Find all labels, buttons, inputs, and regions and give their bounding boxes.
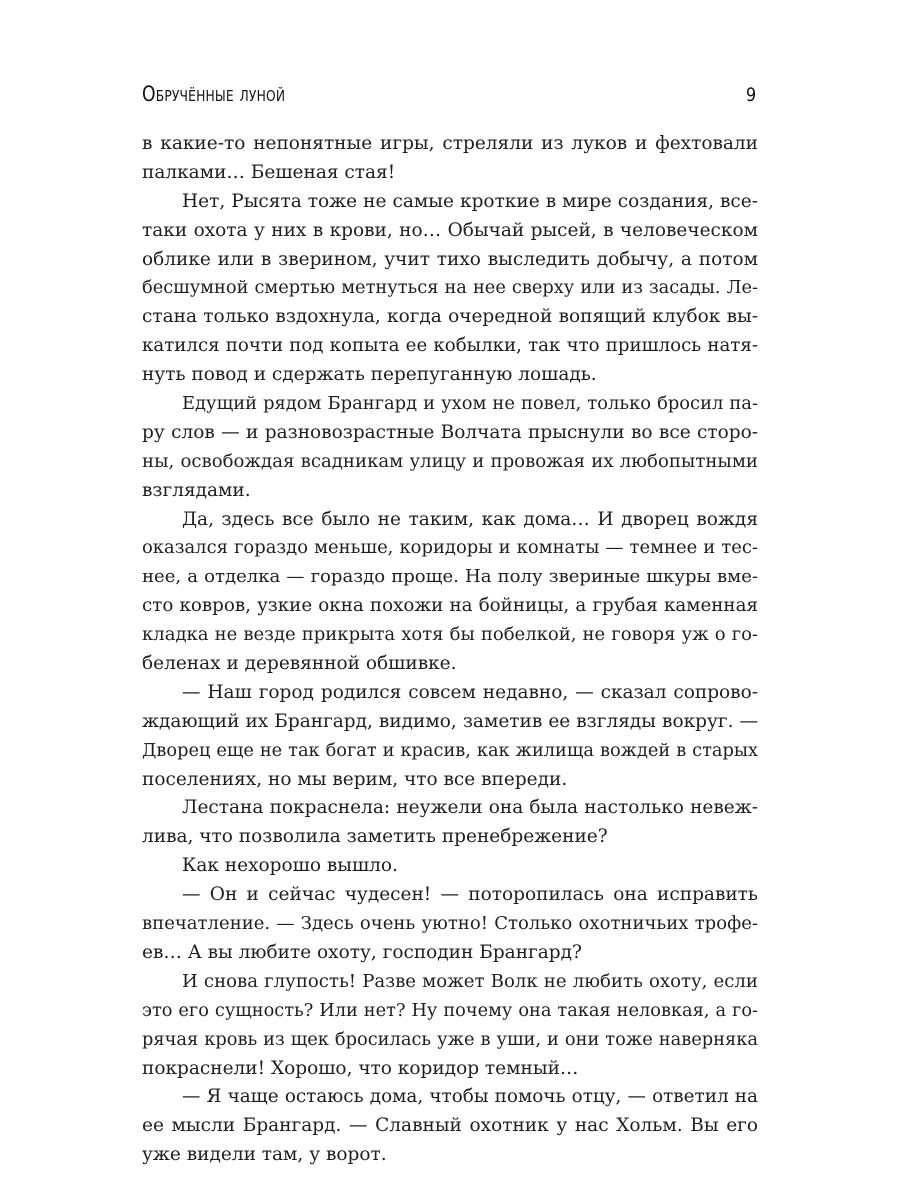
text-line: взглядами. — [142, 479, 251, 501]
text-line: оказался гораздо меньше, коридоры и комнаты — темнее и тес- — [142, 537, 758, 559]
book-title: Обручённые луной — [142, 82, 286, 106]
paragraph-first-line: Как нехорошо вышло. — [182, 855, 398, 877]
paragraph-first-line: — Я чаще остаюсь дома, чтобы помочь отцу, — ответил на — [182, 1086, 758, 1108]
text-line: в какие-то непонятные игры, стреляли из луков и фехтовали — [142, 133, 758, 154]
paragraph-first-line: И снова глупость! Разве может Волк не любить охоту, если — [182, 970, 758, 992]
text-body — [142, 130, 758, 1170]
text-line: уже видели там, у ворот. — [142, 1144, 387, 1166]
text-line: ны, освобождая всадникам улицу и провожая их любопытными — [142, 450, 758, 472]
text-line: катился почти под копыта ее кобылки, так что пришлось натя- — [142, 335, 758, 357]
text-line: покраснели! Хорошо, что коридор темный… — [142, 1057, 579, 1079]
text-line: ждающий их Брангард, видимо, заметив ее взгляды вокруг. — — [142, 710, 758, 732]
text-line: ру слов — и разновозрастные Волчата прыснули во все сторо- — [142, 421, 758, 443]
text-line: стана только вздохнула, когда очередной вопящий клубок вы- — [142, 306, 758, 328]
text-line: беленах и деревянной обшивке. — [142, 653, 457, 675]
running-head — [142, 80, 758, 114]
text-line: поселениях, но мы верим, что все впереди. — [142, 768, 568, 790]
text-line: нуть повод и сдержать перепуганную лошадь. — [142, 364, 597, 386]
text-line: нее, а отделка — гораздо проще. На полу звериные шкуры вме- — [142, 566, 758, 588]
paragraph-first-line: Нет, Рысята тоже не самые кроткие в мире создания, все- — [182, 190, 758, 212]
text-line: ев… А вы любите охоту, господин Брангард? — [142, 941, 582, 963]
text-line: палками… Бешеная стая! — [142, 161, 396, 183]
text-line: сто ковров, узкие окна похожи на бойницы, а грубая каменная — [142, 595, 758, 617]
text-line: рячая кровь из щек бросилась уже в уши, и они тоже наверняка — [142, 1028, 758, 1050]
text-line: ее мысли Брангард. — Славный охотник у нас Хольм. Вы его — [142, 1115, 758, 1137]
text-line: лива, что позволила заметить пренебрежение? — [142, 826, 608, 848]
paragraph-first-line: Да, здесь все было не таким, как дома… И дворец вождя — [182, 508, 758, 530]
text-line: Дворец еще не так богат и красив, как жилища вождей в старых — [142, 740, 758, 761]
text-line: бесшумной смертью метнуться на нее сверху или из засады. Ле- — [142, 277, 758, 299]
text-line: таки охота у них в крови, но… Обычай рысей, в человеческом — [142, 219, 758, 241]
text-line: это его сущность? Или нет? Ну почему она такая неловкая, а го- — [142, 1000, 758, 1021]
text-line: облике или в зверином, учит тихо выследить добычу, а потом — [142, 248, 758, 270]
paragraph-first-line: — Наш город родился совсем недавно, — сказал сопрово- — [182, 681, 758, 703]
paragraph-first-line: Едущий рядом Брангард и ухом не повел, только бросил па- — [182, 393, 758, 415]
paragraph-first-line: — Он и сейчас чудесен! — поторопилась она исправить — [182, 884, 758, 906]
page-number: 9 — [745, 84, 756, 106]
text-line: впечатление. — Здесь очень уютно! Столько охотничьих трофе- — [142, 913, 758, 935]
paragraph-first-line: Лестана покраснела: неужели она была настолько невеж- — [182, 797, 758, 819]
text-line: кладка не везде прикрыта хотя бы побелкой, не говоря уж о го- — [142, 624, 758, 646]
